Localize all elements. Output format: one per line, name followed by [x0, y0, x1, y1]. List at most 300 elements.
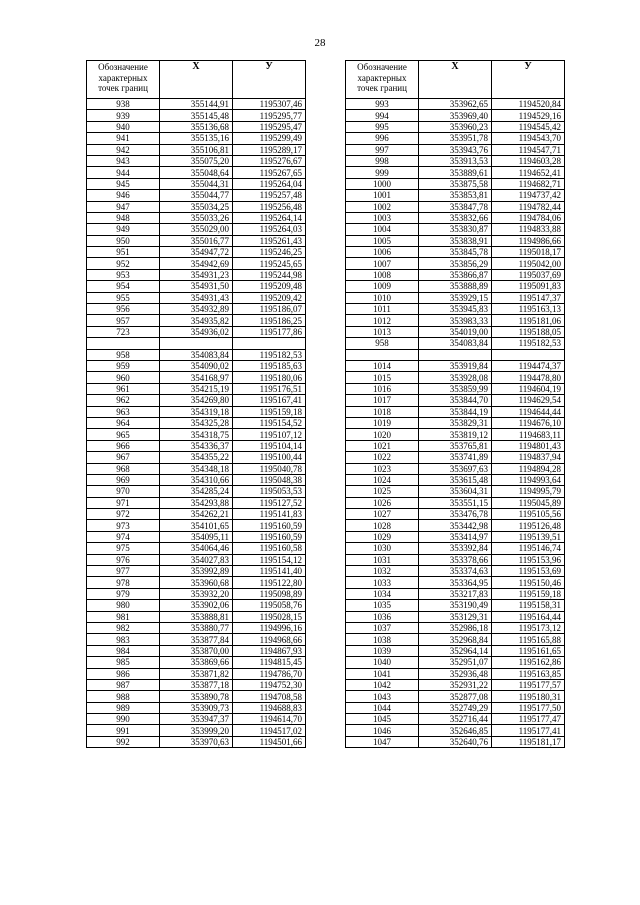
- cell-point-number: 951: [87, 247, 160, 258]
- cell-y: 1194529,16: [492, 110, 565, 121]
- table-row: [346, 657, 565, 668]
- table-row: [87, 588, 306, 599]
- cell-y: 1194968,66: [233, 634, 306, 645]
- table-row: [87, 714, 306, 725]
- cell-x: 353414,97: [419, 531, 492, 542]
- table-row: [87, 121, 306, 132]
- cell-point-number: 1021: [346, 440, 419, 451]
- table-row: [87, 190, 306, 201]
- table-row: [346, 269, 565, 280]
- cell-x: 353919,84: [419, 360, 492, 371]
- cell-y: 1195177,50: [492, 702, 565, 713]
- cell-y: 1195267,65: [233, 167, 306, 178]
- cell-x: 353364,95: [419, 577, 492, 588]
- table-row: [346, 668, 565, 679]
- cell-y: 1195173,12: [492, 622, 565, 633]
- cell-y: 1195256,48: [233, 201, 306, 212]
- cell-x: 353190,49: [419, 600, 492, 611]
- cell-x: 354095,11: [160, 531, 233, 542]
- cell-point-number: 1031: [346, 554, 419, 565]
- cell-y: 1194986,66: [492, 235, 565, 246]
- cell-x: 353819,12: [419, 429, 492, 440]
- cell-x: 354935,82: [160, 315, 233, 326]
- table-row: [346, 474, 565, 485]
- right-coordinates-table: [345, 60, 565, 748]
- table-row: [87, 258, 306, 269]
- cell-x: 355034,25: [160, 201, 233, 212]
- cell-point-number: 960: [87, 372, 160, 383]
- cell-x: 353932,20: [160, 588, 233, 599]
- table-row: [87, 486, 306, 497]
- cell-x: 353442,98: [419, 520, 492, 531]
- table-row: [346, 178, 565, 189]
- cell-x: 353838,91: [419, 235, 492, 246]
- table-row: [346, 440, 565, 451]
- cell-y: 1194688,83: [233, 702, 306, 713]
- cell-x: 353844,19: [419, 406, 492, 417]
- table-row: [346, 554, 565, 565]
- cell-x: 355044,31: [160, 178, 233, 189]
- table-row: [346, 429, 565, 440]
- cell-y: 1195177,57: [492, 679, 565, 690]
- cell-point-number: 988: [87, 691, 160, 702]
- table-row: [87, 577, 306, 588]
- cell-point-number: 1041: [346, 668, 419, 679]
- table-row: [87, 554, 306, 565]
- cell-y: 1195127,52: [233, 497, 306, 508]
- cell-y: 1195177,86: [233, 326, 306, 337]
- cell-y: 1195159,18: [492, 588, 565, 599]
- table-row: [87, 338, 306, 349]
- table-row: [346, 212, 565, 223]
- cell-x: 353476,78: [419, 509, 492, 520]
- cell-point-number: 1043: [346, 691, 419, 702]
- cell-y: 1194737,42: [492, 190, 565, 201]
- cell-y: 1195150,46: [492, 577, 565, 588]
- cell-x: 352936,48: [419, 668, 492, 679]
- table-row: [346, 235, 565, 246]
- cell-x: 352951,07: [419, 657, 492, 668]
- table-row: [87, 679, 306, 690]
- cell-x: 354348,18: [160, 463, 233, 474]
- cell-point-number: 995: [346, 121, 419, 132]
- cell-point-number: 974: [87, 531, 160, 542]
- cell-x: 355135,16: [160, 133, 233, 144]
- cell-x: 353765,81: [419, 440, 492, 451]
- cell-x: 353913,53: [419, 155, 492, 166]
- cell-point-number: 943: [87, 155, 160, 166]
- cell-point-number: 985: [87, 657, 160, 668]
- cell-x: 354262,21: [160, 509, 233, 520]
- cell-y: 1194603,28: [492, 155, 565, 166]
- cell-y: 1194474,37: [492, 360, 565, 371]
- cell-point-number: 1000: [346, 178, 419, 189]
- table-row: [87, 167, 306, 178]
- cell-y: 1195264,14: [233, 212, 306, 223]
- table-row: [87, 110, 306, 121]
- cell-x: 354083,84: [160, 349, 233, 360]
- cell-point-number: 1010: [346, 292, 419, 303]
- cell-point-number: 991: [87, 725, 160, 736]
- cell-x: 355033,26: [160, 212, 233, 223]
- cell-y: 1195167,41: [233, 395, 306, 406]
- cell-x: 353877,84: [160, 634, 233, 645]
- cell-point-number: 996: [346, 133, 419, 144]
- table-row: [87, 417, 306, 428]
- cell-x: 354101,65: [160, 520, 233, 531]
- table-row: [87, 520, 306, 531]
- cell-point-number: 983: [87, 634, 160, 645]
- cell-point-number: 981: [87, 611, 160, 622]
- cell-x: 355075,20: [160, 155, 233, 166]
- table-row: [87, 304, 306, 315]
- table-row: [346, 155, 565, 166]
- table-row: [346, 201, 565, 212]
- cell-point-number: 950: [87, 235, 160, 246]
- table-row: [346, 600, 565, 611]
- cell-x: 353697,63: [419, 463, 492, 474]
- cell-x: 353945,83: [419, 304, 492, 315]
- cell-point-number: 1015: [346, 372, 419, 383]
- cell-x: 353847,78: [419, 201, 492, 212]
- cell-point-number: [346, 349, 419, 360]
- cell-y: 1194644,44: [492, 406, 565, 417]
- table-row: [346, 121, 565, 132]
- cell-y: 1195163,13: [492, 304, 565, 315]
- cell-y: 1195153,69: [492, 566, 565, 577]
- cell-point-number: 955: [87, 292, 160, 303]
- cell-y: 1195276,67: [233, 155, 306, 166]
- cell-x: 353378,66: [419, 554, 492, 565]
- cell-y: 1195245,65: [233, 258, 306, 269]
- cell-y: 1194867,93: [233, 645, 306, 656]
- table-row: [346, 315, 565, 326]
- table-row: [346, 167, 565, 178]
- table-row: [346, 417, 565, 428]
- cell-point-number: 1030: [346, 543, 419, 554]
- cell-x: 354931,50: [160, 281, 233, 292]
- cell-x: 354942,69: [160, 258, 233, 269]
- cell-x: 353829,31: [419, 417, 492, 428]
- cell-y: 1194676,10: [492, 417, 565, 428]
- cell-y: 1195289,17: [233, 144, 306, 155]
- cell-point-number: [87, 338, 160, 349]
- cell-y: 1194996,16: [233, 622, 306, 633]
- cell-point-number: 964: [87, 417, 160, 428]
- cell-x: 353859,99: [419, 383, 492, 394]
- cell-x: 353888,81: [160, 611, 233, 622]
- table-row: [87, 463, 306, 474]
- cell-y: [492, 349, 565, 360]
- cell-x: 355048,64: [160, 167, 233, 178]
- cell-point-number: 990: [87, 714, 160, 725]
- cell-y: 1195107,12: [233, 429, 306, 440]
- right-table-body: [346, 99, 565, 748]
- cell-point-number: 961: [87, 383, 160, 394]
- cell-point-number: 953: [87, 269, 160, 280]
- cell-y: 1194520,84: [492, 99, 565, 110]
- cell-point-number: 979: [87, 588, 160, 599]
- cell-point-number: 945: [87, 178, 160, 189]
- page-number: 28: [314, 37, 326, 49]
- cell-x: 353970,63: [160, 736, 233, 747]
- table-row: [346, 452, 565, 463]
- table-row: [87, 440, 306, 451]
- cell-point-number: 1022: [346, 452, 419, 463]
- cell-y: 1194501,66: [233, 736, 306, 747]
- table-row: [346, 497, 565, 508]
- cell-point-number: 940: [87, 121, 160, 132]
- table-row: [346, 543, 565, 554]
- cell-y: 1195037,69: [492, 269, 565, 280]
- cell-point-number: 984: [87, 645, 160, 656]
- cell-x: 354168,97: [160, 372, 233, 383]
- table-row: [87, 691, 306, 702]
- cell-x: 353870,00: [160, 645, 233, 656]
- table-row: [87, 474, 306, 485]
- table-row: [346, 486, 565, 497]
- cell-x: 352877,08: [419, 691, 492, 702]
- cell-x: 352749,29: [419, 702, 492, 713]
- cell-point-number: 1003: [346, 212, 419, 223]
- cell-point-number: 963: [87, 406, 160, 417]
- cell-point-number: 972: [87, 509, 160, 520]
- cell-x: 352964,14: [419, 645, 492, 656]
- cell-x: 353877,18: [160, 679, 233, 690]
- cell-point-number: 958: [87, 349, 160, 360]
- cell-x: 354269,80: [160, 395, 233, 406]
- cell-y: 1194995,79: [492, 486, 565, 497]
- cell-x: 353217,83: [419, 588, 492, 599]
- cell-y: 1195164,44: [492, 611, 565, 622]
- cell-y: 1195295,47: [233, 121, 306, 132]
- table-row: [87, 668, 306, 679]
- cell-x: 352646,85: [419, 725, 492, 736]
- cell-y: 1195053,53: [233, 486, 306, 497]
- table-row: [87, 383, 306, 394]
- cell-point-number: 949: [87, 224, 160, 235]
- cell-x: 353960,68: [160, 577, 233, 588]
- cell-point-number: 994: [346, 110, 419, 121]
- table-row: [346, 133, 565, 144]
- cell-y: 1195264,04: [233, 178, 306, 189]
- cell-x: 354336,37: [160, 440, 233, 451]
- cell-point-number: 992: [87, 736, 160, 747]
- cell-y: 1195182,53: [492, 338, 565, 349]
- cell-x: 353604,31: [419, 486, 492, 497]
- cell-point-number: 978: [87, 577, 160, 588]
- header-x: Х: [419, 61, 492, 99]
- cell-x: 353969,40: [419, 110, 492, 121]
- cell-y: 1195161,65: [492, 645, 565, 656]
- cell-y: 1194784,06: [492, 212, 565, 223]
- cell-point-number: 1009: [346, 281, 419, 292]
- cell-point-number: 968: [87, 463, 160, 474]
- cell-y: 1194786,70: [233, 668, 306, 679]
- cell-point-number: 980: [87, 600, 160, 611]
- cell-x: 354027,83: [160, 554, 233, 565]
- table-row: [346, 292, 565, 303]
- cell-x: 354931,43: [160, 292, 233, 303]
- cell-x: 353832,66: [419, 212, 492, 223]
- table-row: [87, 201, 306, 212]
- cell-y: 1195159,18: [233, 406, 306, 417]
- cell-y: 1195104,14: [233, 440, 306, 451]
- cell-x: 354293,88: [160, 497, 233, 508]
- cell-x: 354932,89: [160, 304, 233, 315]
- table-row: [87, 133, 306, 144]
- cell-y: 1195045,89: [492, 497, 565, 508]
- cell-y: 1195176,51: [233, 383, 306, 394]
- table-row: [87, 497, 306, 508]
- cell-point-number: 1005: [346, 235, 419, 246]
- cell-y: 1195091,83: [492, 281, 565, 292]
- cell-point-number: 948: [87, 212, 160, 223]
- table-row: [87, 212, 306, 223]
- cell-point-number: 987: [87, 679, 160, 690]
- table-row: [346, 144, 565, 155]
- cell-y: 1195186,25: [233, 315, 306, 326]
- table-row: [346, 338, 565, 349]
- cell-point-number: 939: [87, 110, 160, 121]
- table-row: [87, 634, 306, 645]
- cell-y: 1195058,76: [233, 600, 306, 611]
- cell-y: 1195244,98: [233, 269, 306, 280]
- cell-y: 1195165,88: [492, 634, 565, 645]
- cell-x: 354931,23: [160, 269, 233, 280]
- table-row: [87, 144, 306, 155]
- cell-y: 1195163,85: [492, 668, 565, 679]
- cell-point-number: 1018: [346, 406, 419, 417]
- cell-y: 1194833,88: [492, 224, 565, 235]
- cell-y: 1195158,31: [492, 600, 565, 611]
- cell-y: 1195180,31: [492, 691, 565, 702]
- table-row: [346, 509, 565, 520]
- cell-point-number: 976: [87, 554, 160, 565]
- cell-x: 354936,02: [160, 326, 233, 337]
- table-row: [87, 543, 306, 554]
- cell-x: 353129,31: [419, 611, 492, 622]
- cell-point-number: 959: [87, 360, 160, 371]
- cell-point-number: 1019: [346, 417, 419, 428]
- cell-point-number: 970: [87, 486, 160, 497]
- cell-point-number: 997: [346, 144, 419, 155]
- table-row: [87, 406, 306, 417]
- table-row: [87, 155, 306, 166]
- cell-point-number: 1008: [346, 269, 419, 280]
- cell-point-number: 1023: [346, 463, 419, 474]
- cell-point-number: 971: [87, 497, 160, 508]
- cell-y: 1194752,30: [233, 679, 306, 690]
- header-y: У: [492, 61, 565, 99]
- table-row: [87, 725, 306, 736]
- cell-y: [233, 338, 306, 349]
- cell-point-number: 982: [87, 622, 160, 633]
- cell-point-number: 1045: [346, 714, 419, 725]
- cell-x: 353866,87: [419, 269, 492, 280]
- cell-x: 353951,78: [419, 133, 492, 144]
- cell-x: 353947,37: [160, 714, 233, 725]
- table-header-row: [87, 61, 306, 99]
- cell-x: 354064,46: [160, 543, 233, 554]
- table-row: [346, 281, 565, 292]
- cell-point-number: 999: [346, 167, 419, 178]
- cell-y: 1195040,78: [233, 463, 306, 474]
- cell-x: 353871,82: [160, 668, 233, 679]
- cell-point-number: 1028: [346, 520, 419, 531]
- cell-point-number: 1046: [346, 725, 419, 736]
- table-row: [87, 99, 306, 110]
- cell-y: 1194547,71: [492, 144, 565, 155]
- cell-x: 354310,66: [160, 474, 233, 485]
- cell-y: 1195160,58: [233, 543, 306, 554]
- table-row: [87, 509, 306, 520]
- table-row: [87, 292, 306, 303]
- cell-y: 1195177,47: [492, 714, 565, 725]
- cell-x: 353844,70: [419, 395, 492, 406]
- cell-y: 1195295,77: [233, 110, 306, 121]
- table-row: [346, 611, 565, 622]
- table-row: [87, 235, 306, 246]
- table-row: [87, 326, 306, 337]
- table-row: [346, 383, 565, 394]
- cell-y: 1194682,71: [492, 178, 565, 189]
- cell-x: 353869,66: [160, 657, 233, 668]
- table-row: [346, 531, 565, 542]
- cell-point-number: 1026: [346, 497, 419, 508]
- cell-y: 1195261,43: [233, 235, 306, 246]
- cell-x: 355106,81: [160, 144, 233, 155]
- cell-y: 1195154,52: [233, 417, 306, 428]
- cell-y: 1195141,40: [233, 566, 306, 577]
- cell-x: 355029,00: [160, 224, 233, 235]
- cell-point-number: 1011: [346, 304, 419, 315]
- cell-point-number: 1001: [346, 190, 419, 201]
- cell-x: 354947,72: [160, 247, 233, 258]
- cell-x: 353741,89: [419, 452, 492, 463]
- table-row: [346, 702, 565, 713]
- cell-x: 352968,84: [419, 634, 492, 645]
- cell-y: 1195180,06: [233, 372, 306, 383]
- cell-x: 354083,84: [419, 338, 492, 349]
- cell-x: 353928,08: [419, 372, 492, 383]
- table-row: [87, 269, 306, 280]
- table-row: [346, 406, 565, 417]
- header-y: У: [233, 61, 306, 99]
- cell-x: 353983,33: [419, 315, 492, 326]
- cell-y: 1195185,63: [233, 360, 306, 371]
- table-row: [87, 360, 306, 371]
- cell-y: 1194683,11: [492, 429, 565, 440]
- cell-point-number: 975: [87, 543, 160, 554]
- table-row: [346, 679, 565, 690]
- cell-point-number: 1036: [346, 611, 419, 622]
- cell-y: 1195105,56: [492, 509, 565, 520]
- cell-x: 353909,73: [160, 702, 233, 713]
- cell-point-number: 1016: [346, 383, 419, 394]
- table-row: [87, 452, 306, 463]
- cell-y: 1194517,02: [233, 725, 306, 736]
- table-row: [346, 520, 565, 531]
- table-row: [87, 178, 306, 189]
- table-row: [87, 611, 306, 622]
- cell-y: 1195153,96: [492, 554, 565, 565]
- cell-x: 355136,68: [160, 121, 233, 132]
- cell-y: 1195098,89: [233, 588, 306, 599]
- cell-y: 1194652,41: [492, 167, 565, 178]
- table-row: [346, 622, 565, 633]
- cell-x: 354325,28: [160, 417, 233, 428]
